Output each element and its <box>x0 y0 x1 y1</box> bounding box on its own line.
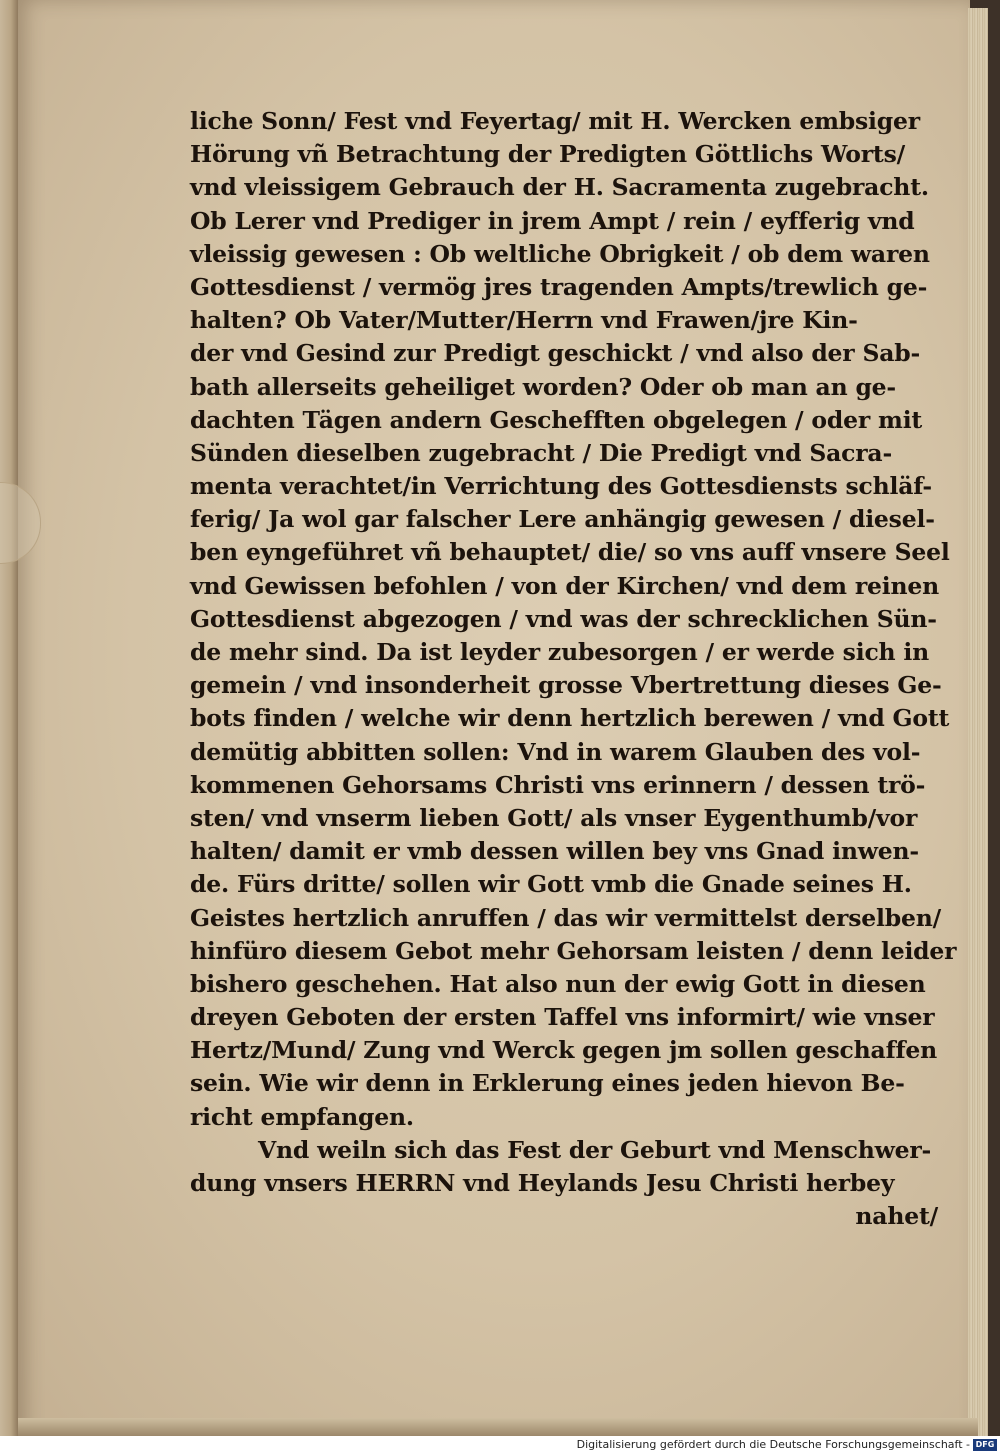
text-line: bishero geschehen. Hat also nun der ewig Gott in diesen <box>190 969 926 998</box>
text-line: bath allerseits geheiliget worden? Oder ob man an ge- <box>190 372 896 401</box>
text-line: Hertz/Mund/ Zung vnd Werck gegen jm sollen geschaffen <box>190 1036 938 1065</box>
text-line: gemein / vnd insonderheit grosse Vbertrettung dieses Ge- <box>190 671 942 700</box>
text-line: vnd vleissigem Gebrauch der H. Sacramenta zugebracht. <box>190 173 929 202</box>
text-line: halten/ damit er vmb dessen willen bey vns Gnad inwen- <box>190 837 919 866</box>
text-line: liche Sonn/ Fest vnd Feyertag/ mit H. Wercken embsiger <box>190 107 920 135</box>
page-text <box>190 105 957 1233</box>
text-line: bots finden / welche wir denn hertzlich berewen / vnd Gott <box>190 704 950 733</box>
text-line: ferig/ Ja wol gar falscher Lere anhängig gewesen / diesel- <box>190 505 935 534</box>
text-line: Sünden dieselben zugebracht / Die Predigt vnd Sacra- <box>190 438 893 467</box>
text-line: vleissig gewesen : Ob weltliche Obrigkeit / ob dem waren <box>190 239 930 268</box>
text-line: menta verachtet/in Verrichtung des Gottesdiensts schläf- <box>190 472 932 501</box>
text-line: dreyen Geboten der ersten Taffel vns informirt/ wie vnser <box>190 1003 935 1032</box>
dfg-logo: DFG <box>973 1439 997 1451</box>
digitization-footer <box>0 1436 1000 1454</box>
text-line: Gottesdienst / vermög jres tragenden Ampts/trewlich ge- <box>190 272 928 301</box>
page-fore-edge <box>968 8 988 1444</box>
text-line: ben eyngeführet vñ behauptet/ die/ so vns auff vnsere Seel <box>190 538 950 567</box>
footer-credit-text: Digitalisierung gefördert durch die Deutsche Forschungsgemeinschaft - <box>576 1438 970 1451</box>
text-line: Hörung vñ Betrachtung der Predigten Göttlichs Worts/ <box>190 140 906 169</box>
text-line: Geistes hertzlich anruffen / das wir vermittelst derselben/ <box>190 903 941 932</box>
text-line: kommenen Gehorsams Christi vns erinnern / dessen trö- <box>190 770 926 799</box>
text-line: dung vnsers HERRN vnd Heylands Jesu Christi herbey <box>190 1169 895 1197</box>
text-line: richt empfangen. <box>190 1102 414 1131</box>
page-bottom-edge <box>18 1418 978 1436</box>
text-line: halten? Ob Vater/Mutter/Herrn vnd Frawen/jre Kin- <box>190 306 858 335</box>
text-line: sten/ vnd vnserm lieben Gott/ als vnser Eygenthumb/vor <box>190 803 918 832</box>
text-line: Gottesdienst abgezogen / vnd was der schrecklichen Sün- <box>190 604 937 633</box>
text-line: de. Fürs dritte/ sollen wir Gott vmb die Gnade seines H. <box>190 870 912 899</box>
book-spine <box>0 0 18 1454</box>
text-line: Ob Lerer vnd Prediger in jrem Ampt / rein / eyfferig vnd <box>190 206 915 235</box>
text-line: dachten Tägen andern Geschefften obgelegen / oder mit <box>190 405 923 434</box>
catchword: nahet/ <box>855 1202 938 1231</box>
text-line-paragraph-start: Vnd weiln sich das Fest der Geburt vnd Menschwer- <box>258 1135 932 1164</box>
text-line: sein. Wie wir denn in Erklerung eines jeden hievon Be- <box>190 1069 905 1098</box>
text-line: der vnd Gesind zur Predigt geschickt / vnd also der Sab- <box>190 339 921 368</box>
text-line: demütig abbitten sollen: Vnd in warem Glauben des vol- <box>190 737 921 766</box>
text-line: de mehr sind. Da ist leyder zubesorgen / er werde sich in <box>190 638 930 666</box>
text-line: hinfüro diesem Gebot mehr Gehorsam leisten / denn leider <box>190 936 957 965</box>
text-line: vnd Gewissen befohlen / von der Kirchen/ vnd dem reinen <box>190 571 940 600</box>
